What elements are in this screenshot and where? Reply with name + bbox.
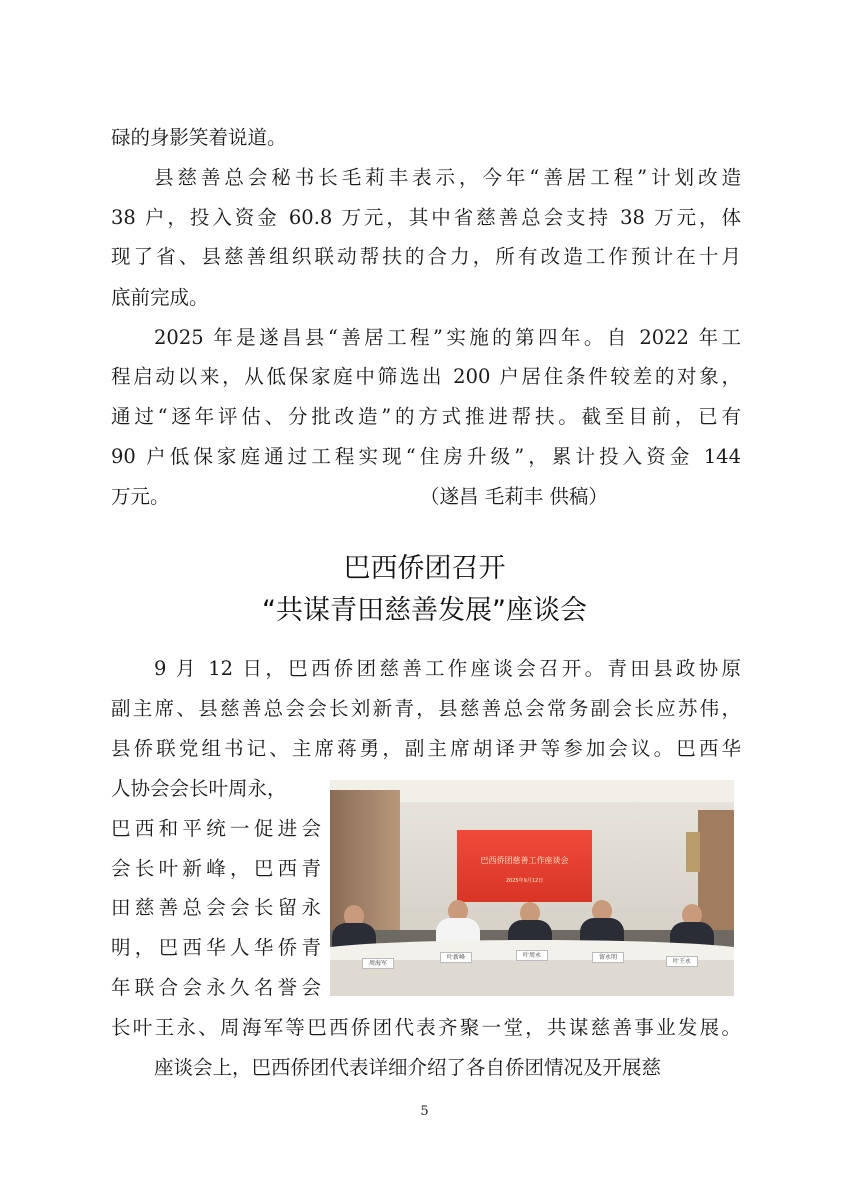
meeting-screen — [457, 830, 592, 902]
body-text-line: 长叶王永、周海军等巴西侨团代表齐聚一堂，共谋慈善事业发展。 — [111, 1016, 741, 1039]
body-text-line: 程启动以来，从低保家庭中筛选出 200 户居住条件较差的对象， — [111, 365, 741, 388]
body-text-line: 90 户低保家庭通过工程实现“住房升级”，累计投入资金 144 — [111, 445, 741, 468]
body-text-line: 县侨联党组书记、主席蒋勇，副主席胡译尹等参加会议。巴西华 — [111, 737, 741, 760]
body-text-line: 万元。 — [111, 485, 170, 508]
article-credit: （遂昌 毛莉丰 供稿） — [420, 485, 608, 508]
screen-title: 巴西侨团慈善工作座谈会 — [480, 856, 569, 865]
body-text-line: 座谈会上，巴西侨团代表详细介绍了各自侨团情况及开展慈 — [154, 1056, 662, 1079]
body-text-line: 副主席、县慈善总会会长刘新青，县慈善总会常务副会长应苏伟， — [111, 697, 741, 720]
wrap-text-line: 人协会会长叶周永， — [111, 777, 287, 800]
screen-date: 2025年9月12日 — [505, 878, 544, 884]
article-title-line1: 巴西侨团召开 — [343, 553, 506, 584]
nameplate: 叶新峰 — [440, 952, 472, 963]
body-text-line: 现了省、县慈善组织联动帮扶的合力，所有改造工作预计在十月 — [111, 245, 741, 268]
wrap-text-line: 巴西和平统一促进会 — [111, 817, 321, 840]
article-title-line2: “共谋青田慈善发展”座谈会 — [262, 595, 587, 626]
nameplate: 周海军 — [362, 958, 394, 969]
body-text-line: 碌的身影笑着说道。 — [111, 126, 287, 149]
meeting-photo — [330, 780, 734, 996]
wrap-text-line: 会长叶新峰，巴西青 — [111, 857, 321, 880]
wrap-text-line: 田慈善总会会长留永 — [111, 896, 321, 919]
wrap-text-line: 明，巴西华人华侨青 — [111, 936, 321, 959]
body-text-line: 县慈善总会秘书长毛莉丰表示，今年“善居工程”计划改造 — [154, 166, 741, 189]
page-number: 5 — [420, 1104, 429, 1119]
wrap-text-line: 年联合会永久名誉会 — [111, 976, 321, 999]
body-text-line: 38 户，投入资金 60.8 万元，其中省慈善总会支持 38 万元，体 — [111, 206, 741, 229]
body-text-line: 底前完成。 — [111, 286, 209, 309]
nameplate: 叶周永 — [516, 950, 548, 961]
nameplate: 叶王永 — [666, 956, 698, 967]
plaques-decor — [686, 832, 700, 872]
body-text-line: 2025 年是遂昌县“善居工程”实施的第四年。自 2022 年工 — [154, 326, 741, 349]
nameplate: 留永明 — [592, 952, 624, 963]
body-text-line: 通过“逐年评估、分批改造”的方式推进帮扶。截至目前，已有 — [111, 405, 741, 428]
body-text-line: 9 月 12 日，巴西侨团慈善工作座谈会召开。青田县政协原 — [154, 657, 741, 680]
